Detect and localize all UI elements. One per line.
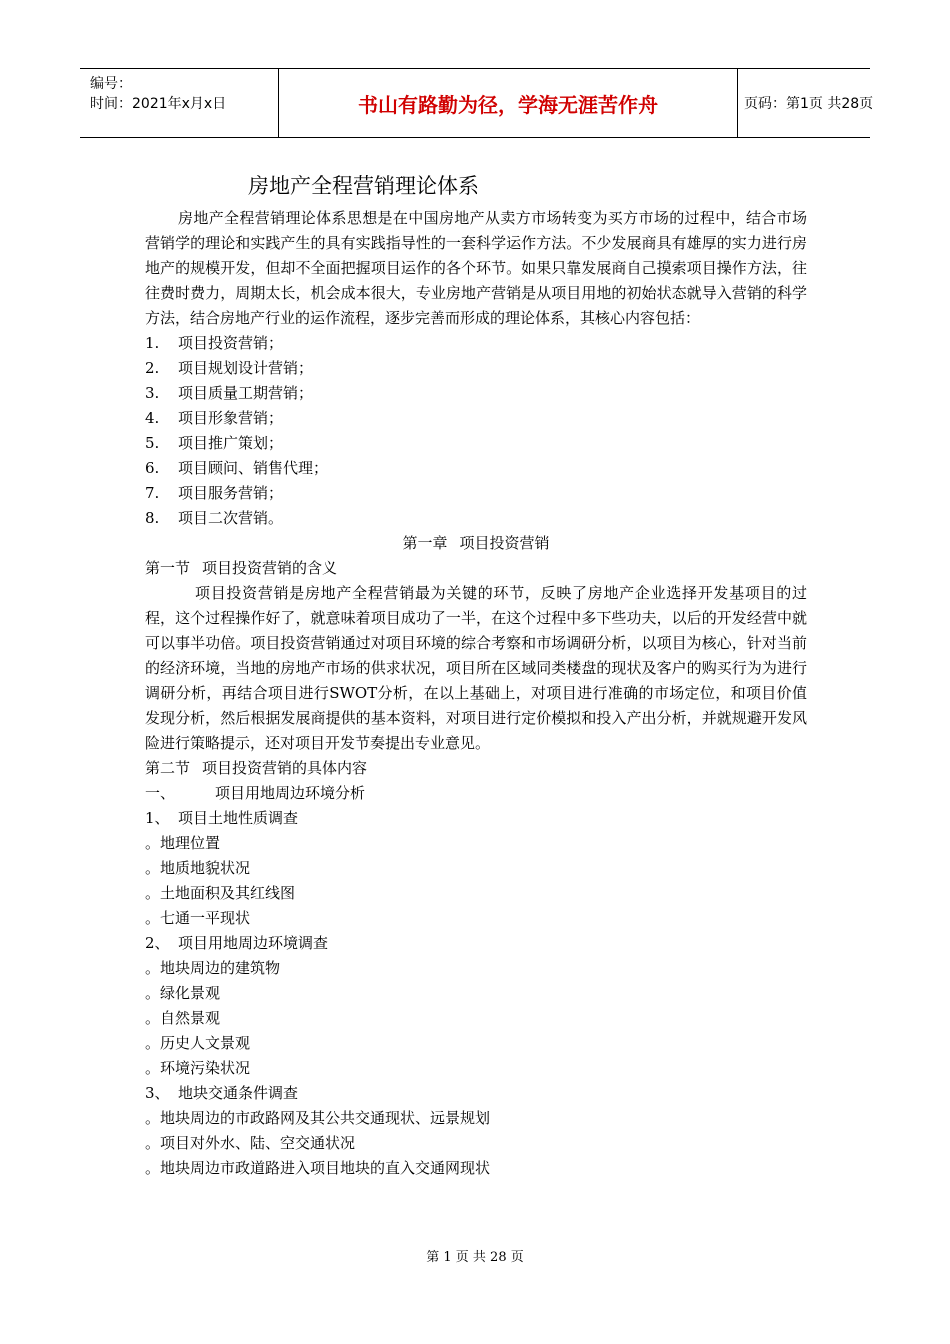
document-number-label: 编号：	[90, 76, 132, 92]
list-item-text: 项目二次营销。	[178, 509, 284, 527]
chapter-title: 项目投资营销	[459, 534, 550, 552]
section-title: 项目投资营销的具体内容	[202, 759, 368, 777]
group-title: 地块交通条件调查	[178, 1084, 299, 1102]
bullet-item: 。地块周边的建筑物	[145, 959, 281, 977]
list-item-text: 项目投资营销；	[178, 334, 284, 352]
header-motto-cell	[279, 69, 738, 137]
chapter-heading	[145, 531, 807, 556]
list-item-number: 1.	[145, 334, 160, 352]
section-paragraph: 项目投资营销是房地产全程营销最为关键的环节，反映了房地产企业选择开发基项目的过程，这个过程操作好了，就意味着项目成功了一半，在这个过程中多下些功夫，以后的开发经营中就可以事半功倍。项目投资营销通过对项目环境的综合考察和市场调研分析，以项目为核心，针对当前的经济环境，当地的房地产市场的供求状况，项目所在区域同类楼盘的现状及客户的购买行为为进行调研分析，再结合项目进行SWOT分析，在以上基础上，对项目进行准确的市场定位，和项目价值发现分析，然后根据发展商提供的基本资料，对项目进行定价模拟和投入产出分析，并就规避开发风险进行策略提示，还对项目开发节奏提出专业意见。	[145, 584, 807, 752]
bullet-item: 。自然景观	[145, 1009, 221, 1027]
list-item-number: 7.	[145, 484, 160, 502]
bullet-item: 。项目对外水、陆、空交通状况	[145, 1134, 356, 1152]
group-heading	[145, 1081, 807, 1106]
section-number: 第二节	[145, 759, 191, 777]
group-title: 项目用地周边环境调查	[178, 934, 329, 952]
header-page-label: 页码：第1页 共28页	[744, 96, 874, 112]
list-item-number: 5.	[145, 434, 160, 452]
list-item-text: 项目规划设计营销；	[178, 359, 314, 377]
list-item	[145, 381, 807, 406]
list-item	[145, 506, 807, 531]
group-heading	[145, 931, 807, 956]
intro-paragraph: 房地产全程营销理论体系思想是在中国房地产从卖方市场转变为买方市场的过程中，结合市场营销学的理论和实践产生的具有实践指导性的一套科学运作方法。不少发展商具有雄厚的实力进行房地产的规模开发，但却不全面把握项目运作的各个环节。如果只靠发展商自己摸索项目操作方法，往往费时费力，周期太长，机会成本很大，专业房地产营销是从项目用地的初始状态就导入营销的科学方法，结合房地产行业的运作流程，逐步完善而形成的理论体系，其核心内容包括：	[145, 209, 807, 327]
list-item-text: 项目顾问、销售代理；	[178, 459, 329, 477]
list-item	[145, 331, 807, 356]
bullet-item: 。历史人文景观	[145, 1034, 251, 1052]
list-item-text: 项目推广策划；	[178, 434, 284, 452]
list-item	[145, 481, 807, 506]
group-title: 项目土地性质调查	[178, 809, 299, 827]
group-number: 1、	[145, 809, 170, 827]
bullet-item: 。地理位置	[145, 834, 221, 852]
document-body	[145, 206, 807, 1181]
list-item-text: 项目服务营销；	[178, 484, 284, 502]
section-heading	[145, 756, 807, 781]
list-item-number: 8.	[145, 509, 160, 527]
page-header	[80, 68, 874, 138]
document-time-label: 时间：2021年x月x日	[90, 96, 227, 112]
list-item-number: 4.	[145, 409, 160, 427]
bullet-item: 。土地面积及其红线图	[145, 884, 296, 902]
subsection-title: 项目用地周边环境分析	[215, 784, 366, 802]
group-number: 3、	[145, 1084, 170, 1102]
chapter-number: 第一章	[402, 534, 448, 552]
group-number: 2、	[145, 934, 170, 952]
core-items-list	[145, 331, 807, 531]
list-item-text: 项目形象营销；	[178, 409, 284, 427]
list-item	[145, 456, 807, 481]
list-item-number: 6.	[145, 459, 160, 477]
subsection-heading	[145, 781, 807, 806]
bullet-item: 。环境污染状况	[145, 1059, 251, 1077]
list-item	[145, 431, 807, 456]
header-info-cell	[80, 69, 279, 137]
list-item-text: 项目质量工期营销；	[178, 384, 314, 402]
header-motto: 书山有路勤为径，学海无涯苦作舟	[358, 93, 658, 117]
section-heading	[145, 556, 807, 581]
bullet-item: 。七通一平现状	[145, 909, 251, 927]
section-title: 项目投资营销的含义	[202, 559, 338, 577]
bullet-item: 。绿化景观	[145, 984, 221, 1002]
bullet-item: 。地质地貌状况	[145, 859, 251, 877]
list-item	[145, 356, 807, 381]
bullet-item: 。地块周边市政道路进入项目地块的直入交通网现状	[145, 1159, 491, 1177]
subsection-number: 一、	[145, 784, 176, 802]
document-title: 房地产全程营销理论体系	[248, 174, 479, 198]
group-heading	[145, 806, 807, 831]
list-item-number: 3.	[145, 384, 160, 402]
page-footer: 第 1 页 共 28 页	[426, 1250, 524, 1265]
list-item-number: 2.	[145, 359, 160, 377]
header-page-cell	[738, 69, 874, 137]
bullet-item: 。地块周边的市政路网及其公共交通现状、远景规划	[145, 1109, 491, 1127]
list-item	[145, 406, 807, 431]
section-number: 第一节	[145, 559, 191, 577]
